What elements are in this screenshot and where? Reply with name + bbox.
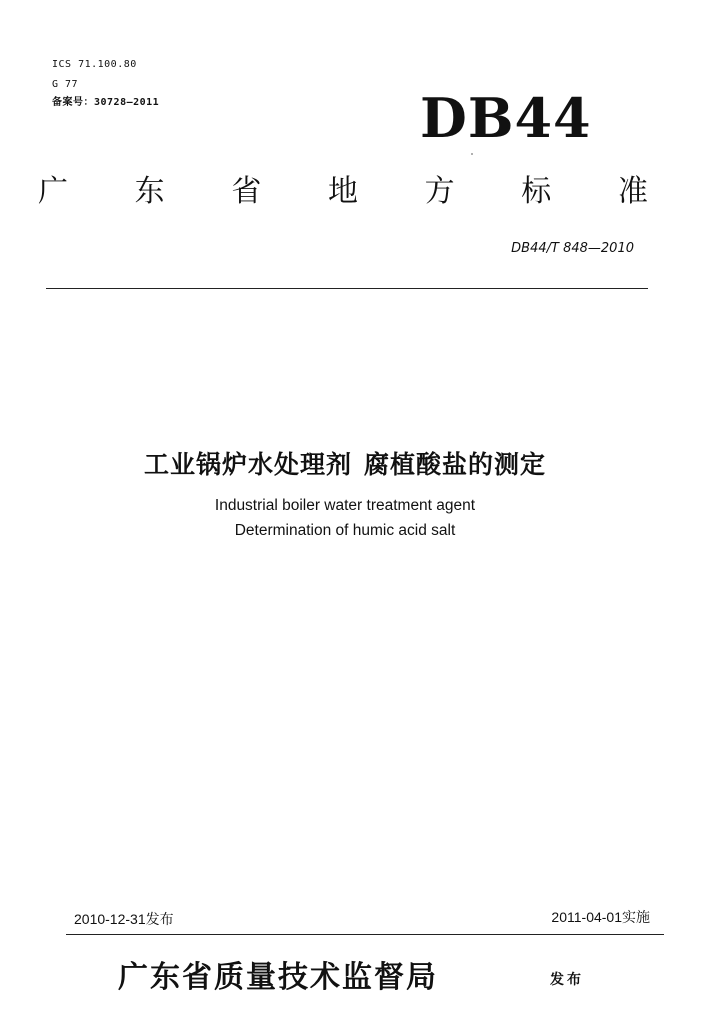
ccs-code: G 77 (52, 79, 79, 90)
bottom-divider (66, 934, 664, 935)
ics-code: ICS 71.100.80 (52, 59, 137, 70)
standard-type-char: 准 (617, 174, 648, 209)
standard-type-heading (38, 170, 648, 214)
standard-type-char: 方 (424, 174, 455, 209)
standard-type-char: 东 (134, 174, 165, 209)
chinese-title-part1: 工业锅炉水处理剂 (143, 450, 352, 479)
standard-type-char: 标 (521, 174, 552, 209)
standard-number: DB44/T 848—2010 (511, 241, 634, 256)
english-title-line1: Industrial boiler water treatment agent (214, 497, 476, 514)
publish-date: 2010-12-31发布 (74, 911, 174, 927)
chinese-title (0, 448, 690, 482)
implement-date: 2011-04-01实施 (551, 909, 650, 925)
issue-label: 发布 (550, 972, 584, 988)
record-number: 备案号：30728—2011 (52, 97, 160, 108)
standard-type-char: 广 (38, 174, 68, 209)
english-title-line2: Determination of humic acid salt (234, 522, 456, 539)
issuing-authority: 广东省质量技术监督局 (118, 960, 438, 995)
scan-speck (471, 153, 473, 155)
chinese-title-part2: 腐植酸盐的测定 (364, 450, 547, 479)
top-divider (46, 288, 648, 289)
standard-type-char: 地 (327, 174, 358, 209)
standard-type-char: 省 (231, 174, 262, 209)
db44-logo: DB44 (420, 86, 592, 150)
